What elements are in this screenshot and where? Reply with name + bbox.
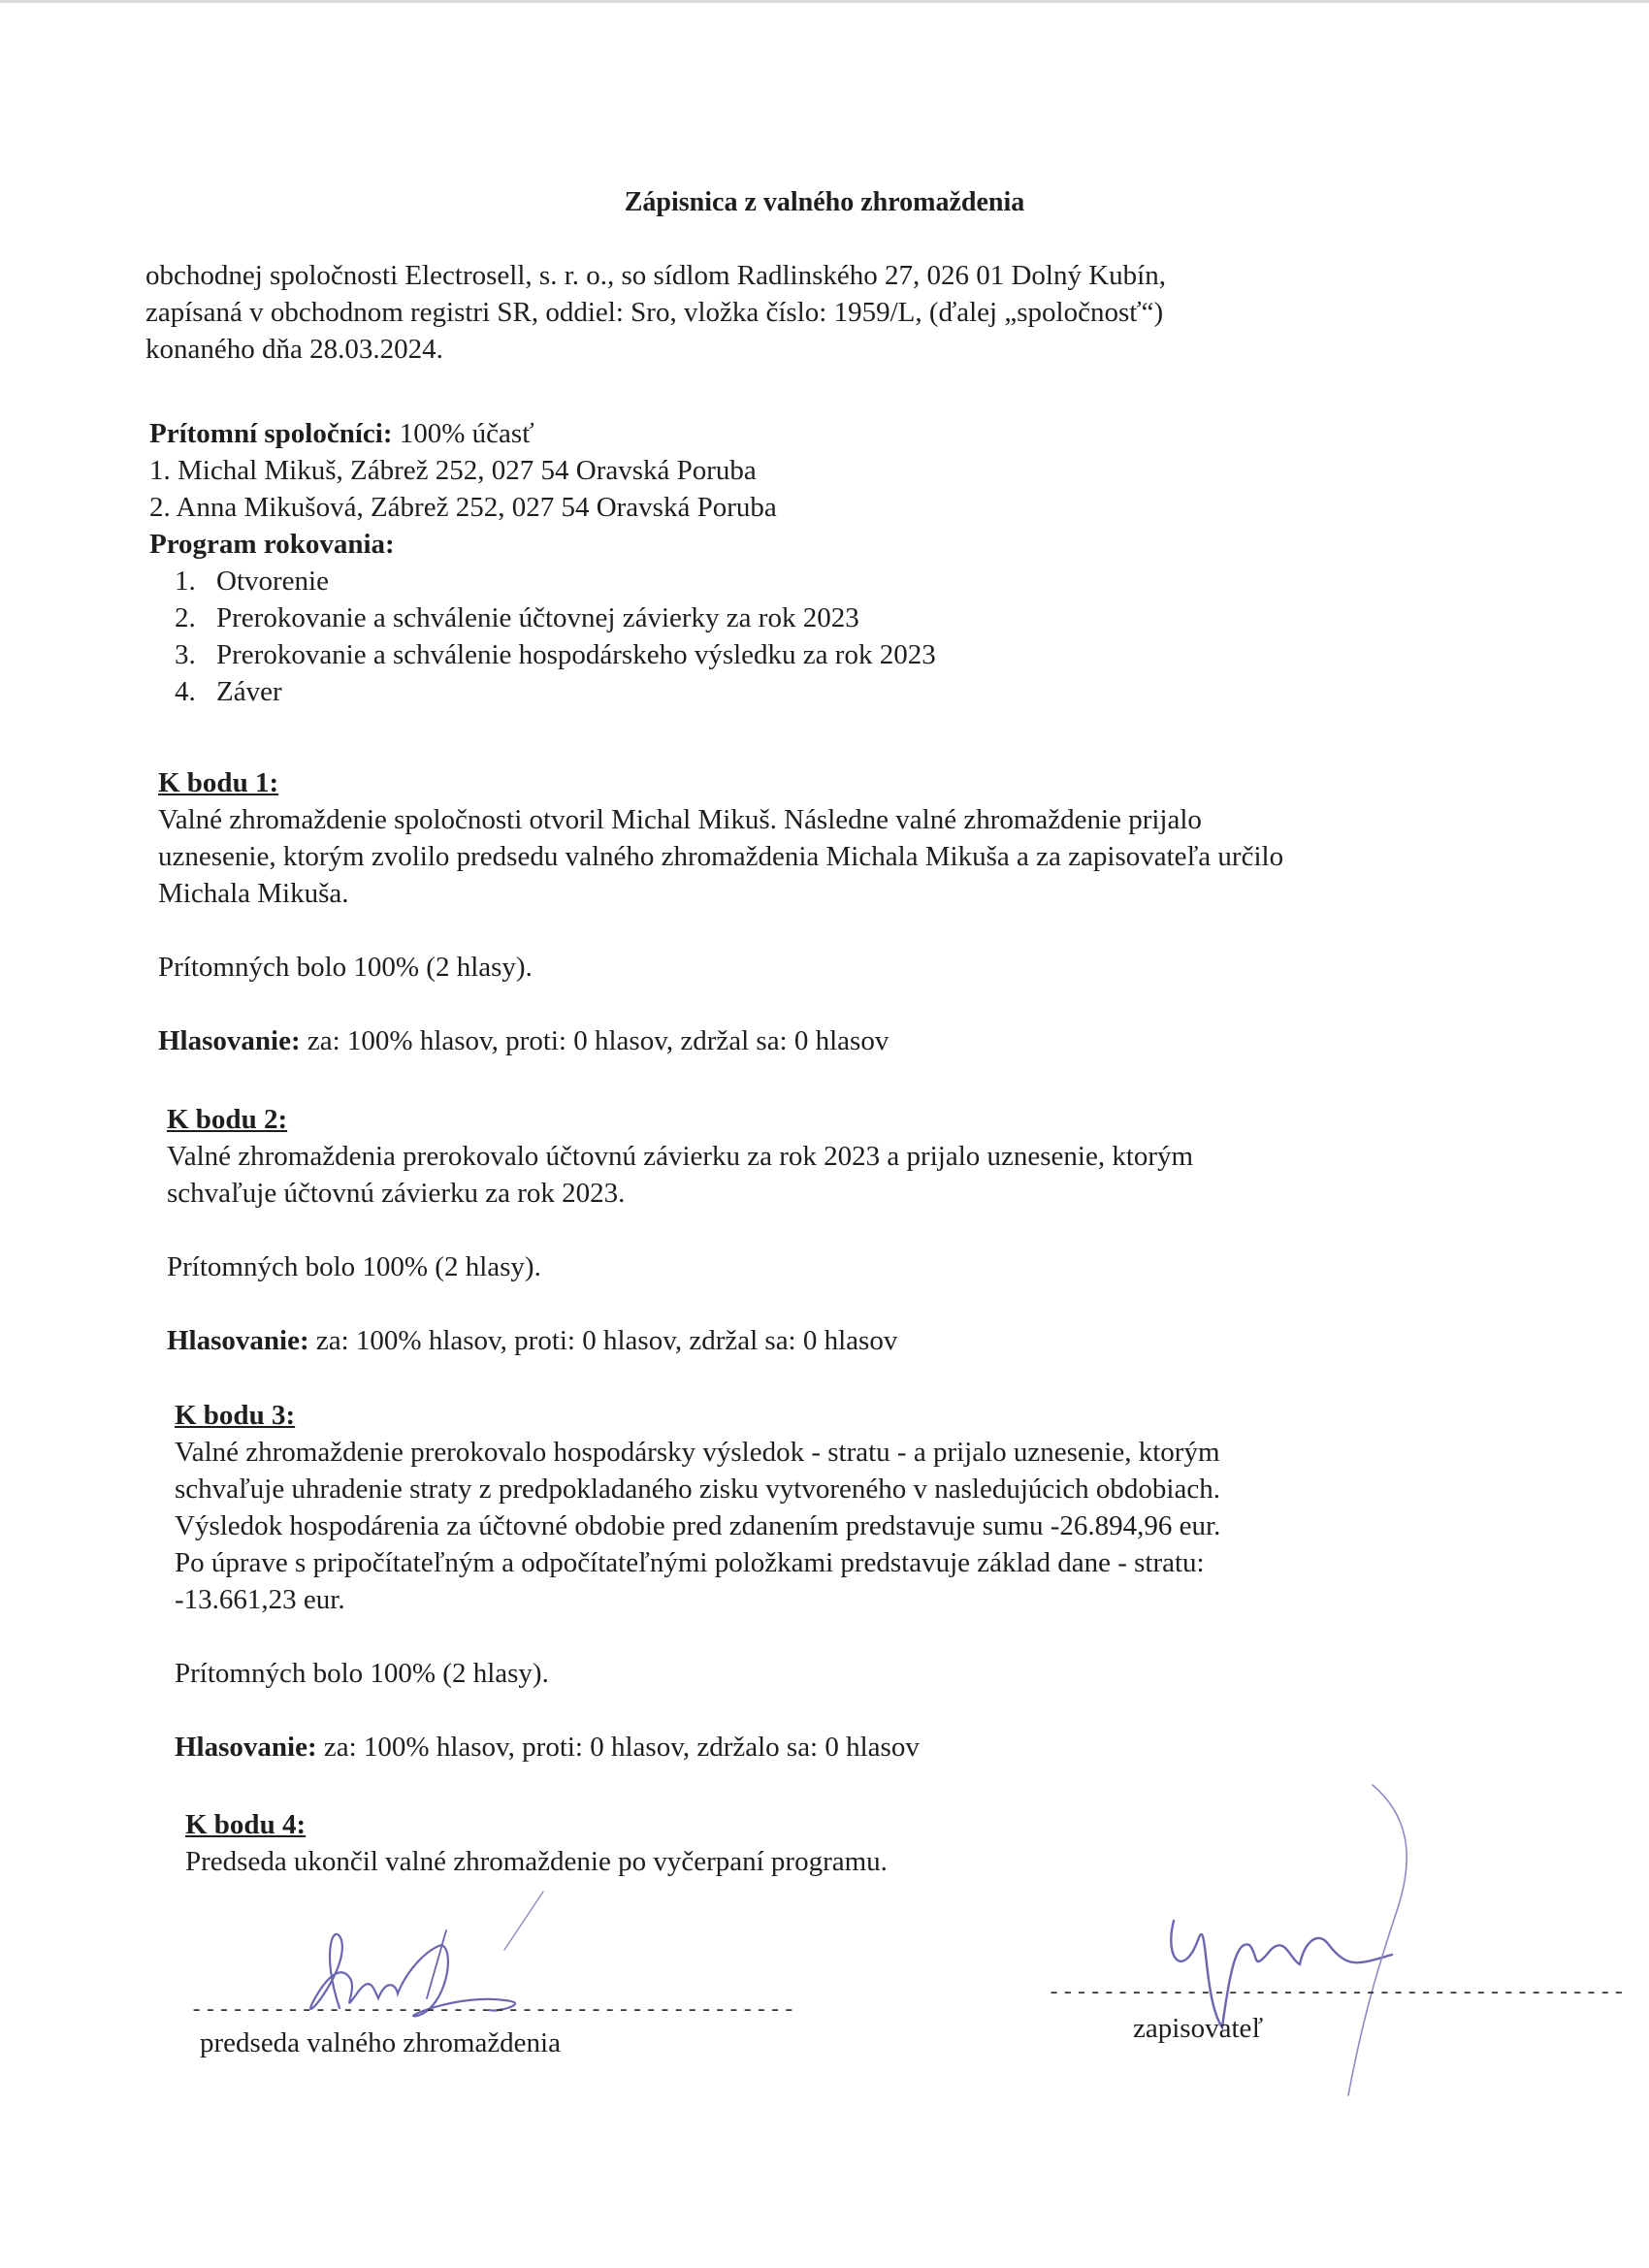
recorder-signature <box>1116 1775 1436 2095</box>
point-line: Valné zhromaždenia prerokovalo účtovnú závierku za rok 2023 a prijalo uznesenie, ktorým <box>167 1141 1194 1172</box>
intro-block <box>146 257 1166 368</box>
point-line: schvaľuje uhradenie straty z predpokladaného zisku vytvoreného v nasledujúcich obdobiach. <box>175 1474 1220 1505</box>
agenda-list <box>149 563 936 710</box>
recorder-signature-line: ------------------------------------------ <box>1048 1981 1627 2005</box>
point-present: Prítomných bolo 100% (2 hlasy). <box>158 952 533 983</box>
point-line: Valné zhromaždenie prerokovalo hospodársky výsledok - stratu - a prijalo uznesenie, ktorým <box>175 1437 1220 1468</box>
intro-line: konaného dňa 28.03.2024. <box>146 334 443 365</box>
partner-line: 2. Anna Mikušová, Zábrež 252, 027 54 Oravská Poruba <box>149 492 777 523</box>
point-3 <box>175 1397 1220 1766</box>
agenda-item: 1. Otvorenie <box>203 563 936 599</box>
agenda-item: 2. Prerokovanie a schválenie účtovnej závierky za rok 2023 <box>203 599 936 636</box>
point-line: -13.661,23 eur. <box>175 1584 345 1615</box>
point-line: Predseda ukončil valné zhromaždenie po vyčerpaní programu. <box>185 1846 888 1877</box>
point-present: Prítomných bolo 100% (2 hlasy). <box>175 1658 549 1689</box>
chairman-label: predseda valného zhromaždenia <box>200 2027 561 2058</box>
chairman-signature-line: -------------------------------------------- <box>190 1998 796 2023</box>
agenda-label: Program rokovania: <box>149 529 395 560</box>
recorder-label: zapisovateľ <box>1133 2013 1264 2044</box>
document-title: Zápisnica z valného zhromaždenia <box>624 187 1025 217</box>
point-heading: K bodu 2: <box>167 1104 288 1135</box>
point-present: Prítomných bolo 100% (2 hlasy). <box>167 1251 541 1282</box>
partner-line: 1. Michal Mikuš, Zábrež 252, 027 54 Oravská Poruba <box>149 455 757 486</box>
point-line: Výsledok hospodárenia za účtovné obdobie pred zdanením predstavuje sumu -26.894,96 eur. <box>175 1510 1221 1541</box>
present-partners-label: Prítomní spoločníci: <box>149 418 393 449</box>
point-heading: K bodu 4: <box>185 1809 307 1840</box>
point-heading: K bodu 1: <box>158 767 279 798</box>
intro-line: zapísaná v obchodnom registri SR, oddiel: Sro, vložka číslo: 1959/L, (ďalej „spoločnosť“) <box>146 297 1164 328</box>
point-4 <box>185 1806 888 1880</box>
vote-result: za: 100% hlasov, proti: 0 hlasov, zdržal sa: 0 hlasov <box>300 1025 889 1056</box>
point-1 <box>158 764 1283 1059</box>
point-heading: K bodu 3: <box>175 1400 296 1431</box>
point-line: Michala Mikuša. <box>158 878 349 909</box>
vote-result: za: 100% hlasov, proti: 0 hlasov, zdržal sa: 0 hlasov <box>308 1325 898 1356</box>
intro-line: obchodnej spoločnosti Electrosell, s. r. o., so sídlom Radlinského 27, 026 01 Dolný Kubín, <box>146 260 1166 291</box>
scan-top-edge <box>0 0 1649 3</box>
point-line: uznesenie, ktorým zvolilo predsedu valného zhromaždenia Michala Mikuša a za zapisovateľa určilo <box>158 841 1284 872</box>
point-line: Valné zhromaždenie spoločnosti otvoril Michal Mikuš. Následne valné zhromaždenie prijalo <box>158 804 1202 835</box>
point-2 <box>167 1101 1193 1359</box>
vote-result: za: 100% hlasov, proti: 0 hlasov, zdržalo sa: 0 hlasov <box>316 1732 920 1763</box>
present-partners-value: 100% účasť <box>392 418 534 449</box>
present-partners-block <box>149 415 936 710</box>
vote-label: Hlasovanie: <box>167 1325 309 1356</box>
point-line: schvaľuje účtovnú závierku za rok 2023. <box>167 1178 626 1209</box>
vote-label: Hlasovanie: <box>158 1025 301 1056</box>
vote-label: Hlasovanie: <box>175 1732 317 1763</box>
point-line: Po úprave s pripočítateľným a odpočítateľnými položkami predstavuje základ dane - stratu: <box>175 1547 1205 1578</box>
agenda-item: 3. Prerokovanie a schválenie hospodárskeho výsledku za rok 2023 <box>203 636 936 673</box>
agenda-item: 4. Záver <box>203 673 936 710</box>
